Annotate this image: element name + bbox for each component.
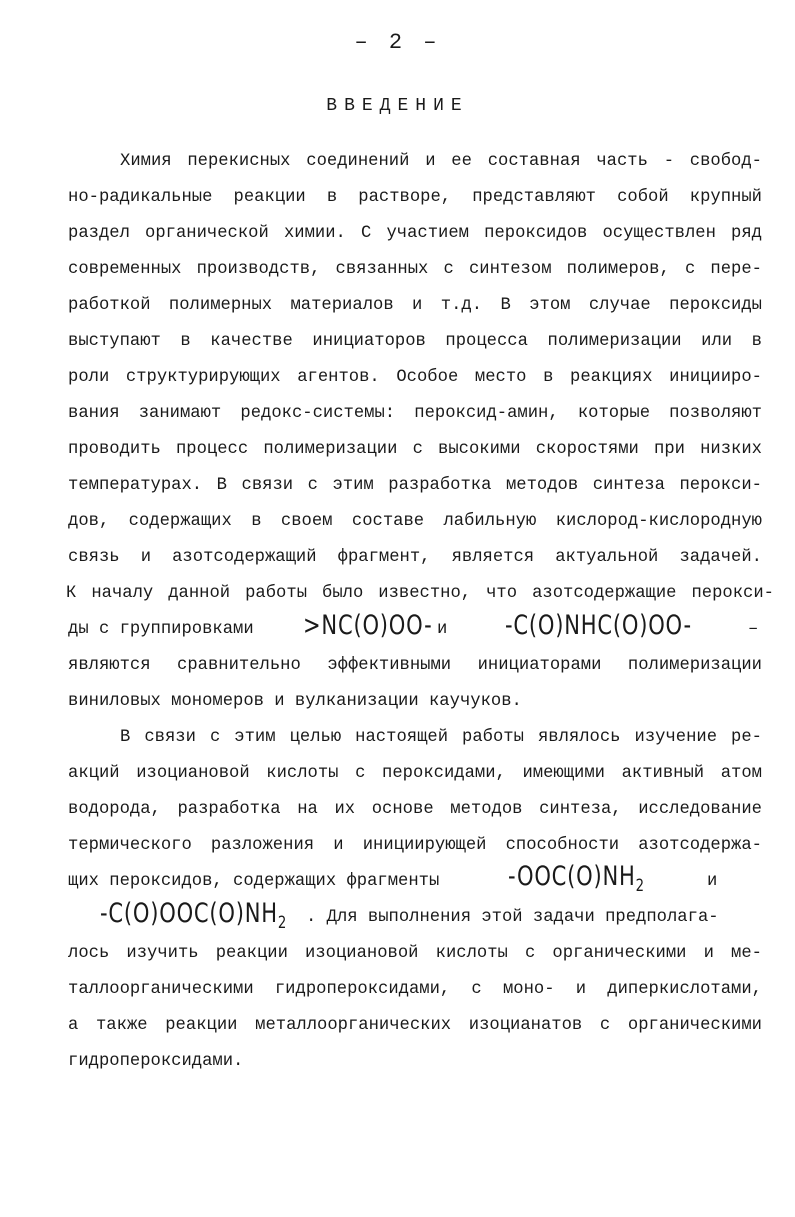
text-line: водорода, разработка на их основе методов синтеза, исследование <box>68 800 762 819</box>
text-line: связь и азотсодержащий фрагмент, является актуальной задачей. <box>68 548 762 567</box>
fragment-line-prefix: щих пероксидов, содержащих фрагменты <box>68 872 440 891</box>
connector-word: и <box>437 620 448 639</box>
text-line: проводить процесс полимеризации с высокими скоростями при низких <box>68 440 762 459</box>
connector-word: и <box>707 872 718 891</box>
formula-line-prefix: ды с группировками <box>68 620 254 639</box>
text-line: акций изоциановой кислоты с пероксидами, имеющими активный атом <box>68 764 762 783</box>
formula-suffix-text: . Для выполнения этой задачи предполага- <box>306 908 719 927</box>
text-line: Химия перекисных соединений и ее составная часть - свобод- <box>120 152 762 171</box>
text-line: вания занимают редокс-системы: пероксид-амин, которые позволяют <box>68 404 762 423</box>
text-line: современных производств, связанных с синтезом полимеров, с пере- <box>68 260 762 279</box>
text-line: дов, содержащих в своем составе лабильную кислород-кислородную <box>68 512 762 531</box>
text-line: раздел органической химии. С участием пероксидов осуществлен ряд <box>68 224 762 243</box>
chemical-formula-conhco-oo: -C(O)NHC(O)OO- <box>505 610 692 641</box>
formula-main: -OOC(O)NH <box>508 861 636 892</box>
page-title: ВВЕДЕНИЕ <box>326 96 469 116</box>
formula-subscript: 2 <box>277 913 288 933</box>
text-line: являются сравнительно эффективными инициаторами полимеризации <box>68 656 762 675</box>
text-line: а также реакции металлоорганических изоцианатов с органическими <box>68 1016 762 1035</box>
chemical-formula-cooonh2 <box>100 899 287 938</box>
text-line: работкой полимерных материалов и т.д. В этом случае пероксиды <box>68 296 762 315</box>
chemical-formula-nco-oo: >NC(O)OO- <box>303 610 433 641</box>
chemical-formula-ooconh2 <box>508 862 645 901</box>
text-line: К началу данной работы было известно, что азотсодержащие перокси- <box>66 584 774 603</box>
page-number: – 2 – <box>354 30 441 55</box>
text-line: но-радикальные реакции в растворе, представляют собой крупный <box>68 188 762 207</box>
formula-main: -C(O)OOC(O)NH <box>100 898 278 929</box>
text-line: таллоорганическими гидропероксидами, с моно- и диперкислотами, <box>68 980 762 999</box>
text-line: выступают в качестве инициаторов процесса полимеризации или в <box>68 332 762 351</box>
text-line: лось изучить реакции изоциановой кислоты с органическими и ме- <box>68 944 762 963</box>
text-line: виниловых мономеров и вулканизации каучуков. <box>68 692 522 711</box>
text-line: гидропероксидами. <box>68 1052 244 1071</box>
text-line: термического разложения и инициирующей способности азотсодержа- <box>68 836 762 855</box>
text-line: температурах. В связи с этим разработка методов синтеза перокси- <box>68 476 762 495</box>
text-line: роли структурирующих агентов. Особое место в реакциях иницииро- <box>68 368 762 387</box>
text-line: В связи с этим целью настоящей работы являлось изучение ре- <box>120 728 762 747</box>
formula-subscript: 2 <box>635 876 645 896</box>
trailing-dash: – <box>748 620 759 639</box>
